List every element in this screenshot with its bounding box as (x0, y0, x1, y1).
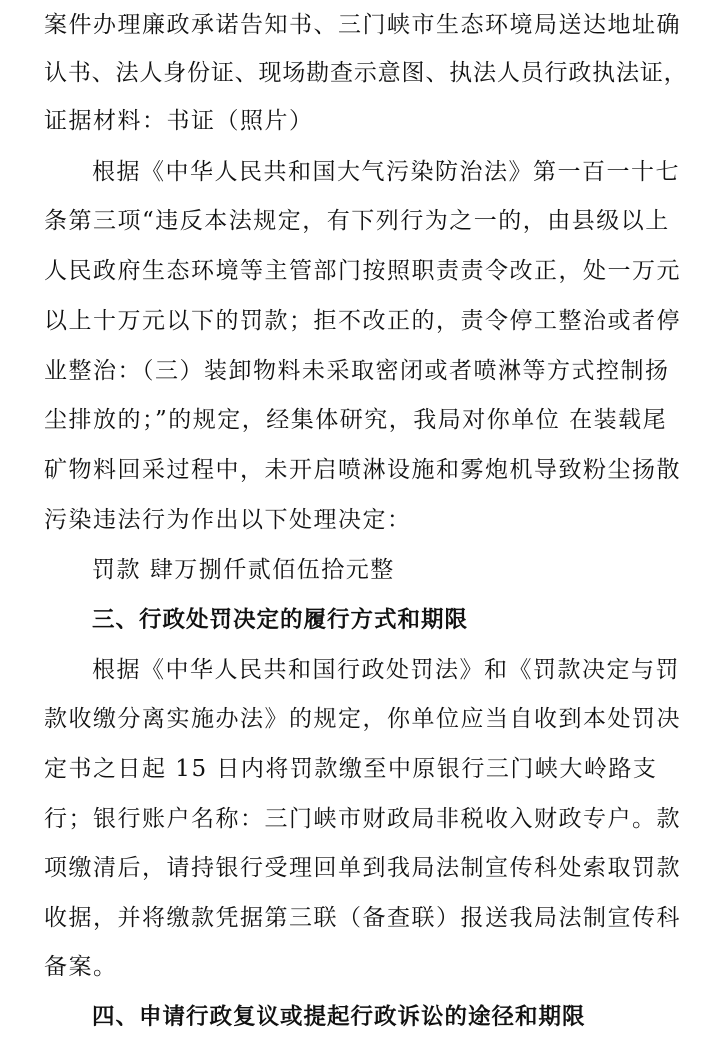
legal-basis-line-3: 人民政府生态环境等主管部门按照职责责令改正，处一万元 (44, 258, 681, 284)
payment-line-5: 项缴清后，请持银行受理回单到我局法制宣传科处索取罚款 (44, 855, 681, 881)
payment-line-7: 备案。 (44, 954, 118, 980)
payment-line-3: 定书之日起 15 日内将罚款缴至中原银行三门峡大岭路支 (44, 756, 658, 782)
legal-basis-line-8: 污染违法行为作出以下处理决定： (44, 507, 412, 533)
evidence-line-3: 证据材料：书证（照片） (44, 108, 314, 134)
evidence-line-1: 案件办理廉政承诺告知书、三门峡市生态环境局送达地址确 (44, 12, 681, 38)
payment-line-1: 根据《中华人民共和国行政处罚法》和《罚款决定与罚 (92, 657, 680, 683)
section-4-heading: 四、申请行政复议或提起行政诉讼的途径和期限 (92, 1004, 586, 1030)
evidence-line-2: 认书、法人身份证、现场勘查示意图、执法人员行政执法证， (44, 60, 688, 86)
legal-basis-line-2: 条第三项“违反本法规定，有下列行为之一的，由县级以上 (44, 208, 670, 234)
legal-basis-line-7: 矿物料回采过程中，未开启喷淋设施和雾炮机导致粉尘扬散 (44, 457, 681, 483)
payment-line-2: 款收缴分离实施办法》的规定，你单位应当自收到本处罚决 (44, 706, 681, 732)
legal-basis-line-6: 尘排放的；”的规定，经集体研究，我局对你单位 在装载尾 (44, 407, 668, 433)
legal-basis-line-1: 根据《中华人民共和国大气污染防治法》第一百一十七 (92, 159, 680, 185)
section-3-heading: 三、行政处罚决定的履行方式和期限 (92, 607, 469, 633)
legal-basis-line-5: 业整治：（三）装卸物料未采取密闭或者喷淋等方式控制扬 (44, 358, 670, 384)
penalty-amount: 罚款 肆万捌仟贰佰伍拾元整 (92, 557, 395, 583)
legal-basis-line-4: 以上十万元以下的罚款；拒不改正的，责令停工整治或者停 (44, 308, 681, 334)
payment-line-6: 收据，并将缴款凭据第三联（备查联）报送我局法制宣传科 (44, 905, 681, 931)
payment-line-4: 行；银行账户名称：三门峡市财政局非税收入财政专户。款 (44, 806, 681, 832)
